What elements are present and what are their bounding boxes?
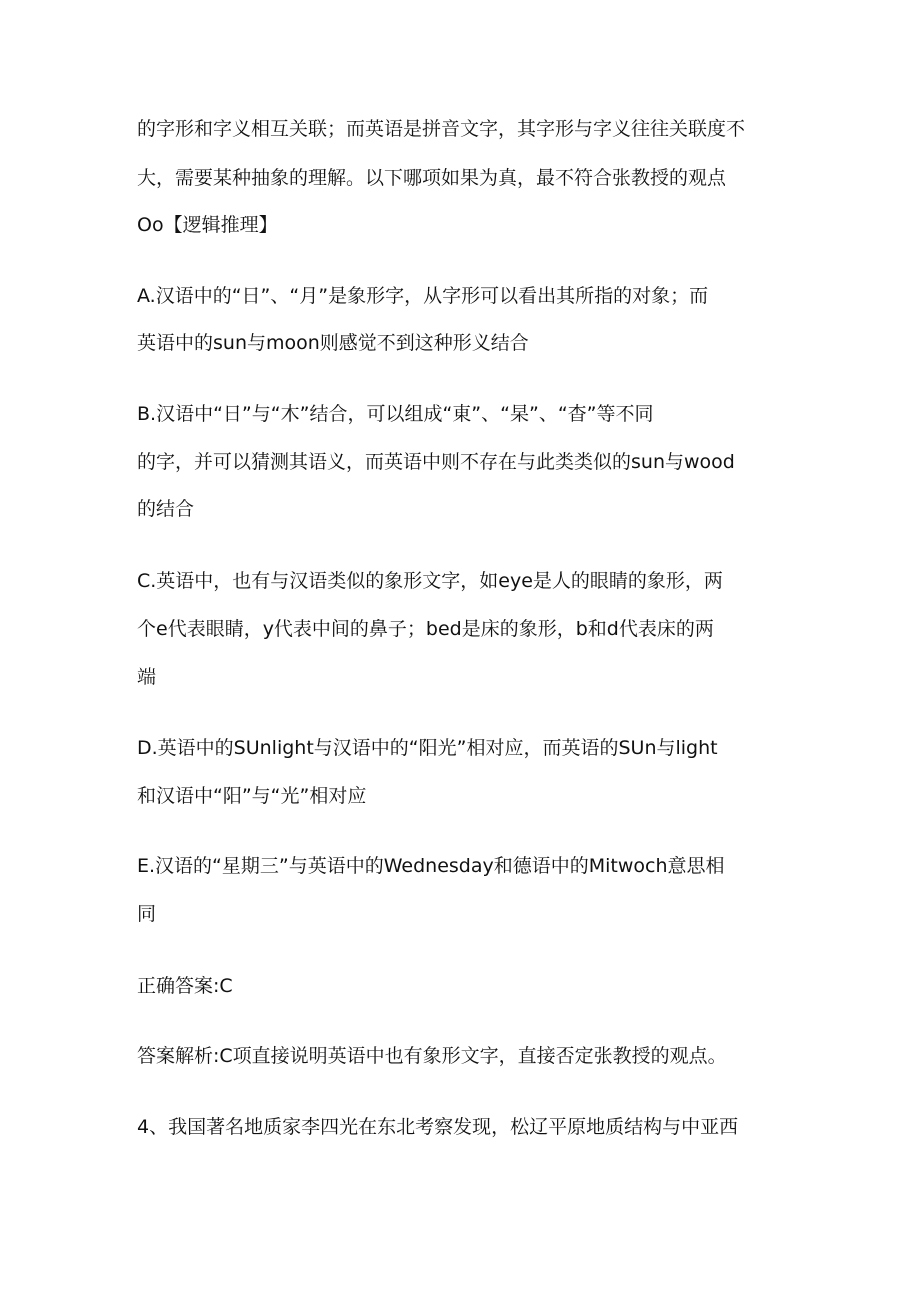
option-d-line-1: D.英语中的SUnlight与汉语中的“阳光”相对应，而英语的SUn与light: [137, 737, 718, 759]
question-intro-line-2: 大，需要某种抽象的理解。以下哪项如果为真，最不符合张教授的观点: [137, 167, 727, 189]
question-intro-line-1: 的字形和字义相互关联；而英语是拼音文字，其字形与字义往往关联度不: [137, 118, 746, 140]
option-e-line-2: 同: [137, 903, 157, 925]
option-c-line-1: C.英语中，也有与汉语类似的象形文字，如eye是人的眼睛的象形，两: [137, 570, 723, 592]
option-e-line-1: E.汉语的“星期三”与英语中的Wednesday和德语中的Mitwoch意思相: [137, 855, 725, 877]
option-b-line-1: B.汉语中“日”与“木”结合，可以组成“東”、“杲”、“杳”等不同: [137, 403, 654, 425]
option-a-line-2: 英语中的sun与moon则感觉不到这种形义结合: [137, 332, 529, 354]
option-a-line-1: A.汉语中的“日”、“月”是象形字，从字形可以看出其所指的对象；而: [137, 285, 709, 307]
option-c-line-3: 端: [137, 666, 157, 688]
option-c-line-2: 个e代表眼睛，y代表中间的鼻子；bed是床的象形，b和d代表床的两: [137, 618, 714, 640]
correct-answer: 正确答案:C: [137, 975, 233, 997]
question-intro-line-3: Oo【逻辑推理】: [137, 214, 278, 236]
answer-analysis: 答案解析:C项直接说明英语中也有象形文字，直接否定张教授的观点。: [137, 1045, 727, 1067]
option-b-line-3: 的结合: [137, 498, 195, 520]
next-question-line-1: 4、我国著名地质家李四光在东北考察发现，松辽平原地质结构与中亚西: [137, 1116, 739, 1138]
option-b-line-2: 的字，并可以猜测其语义，而英语中则不存在与此类类似的sun与wood: [137, 451, 735, 473]
option-d-line-2: 和汉语中“阳”与“光”相对应: [137, 785, 367, 807]
